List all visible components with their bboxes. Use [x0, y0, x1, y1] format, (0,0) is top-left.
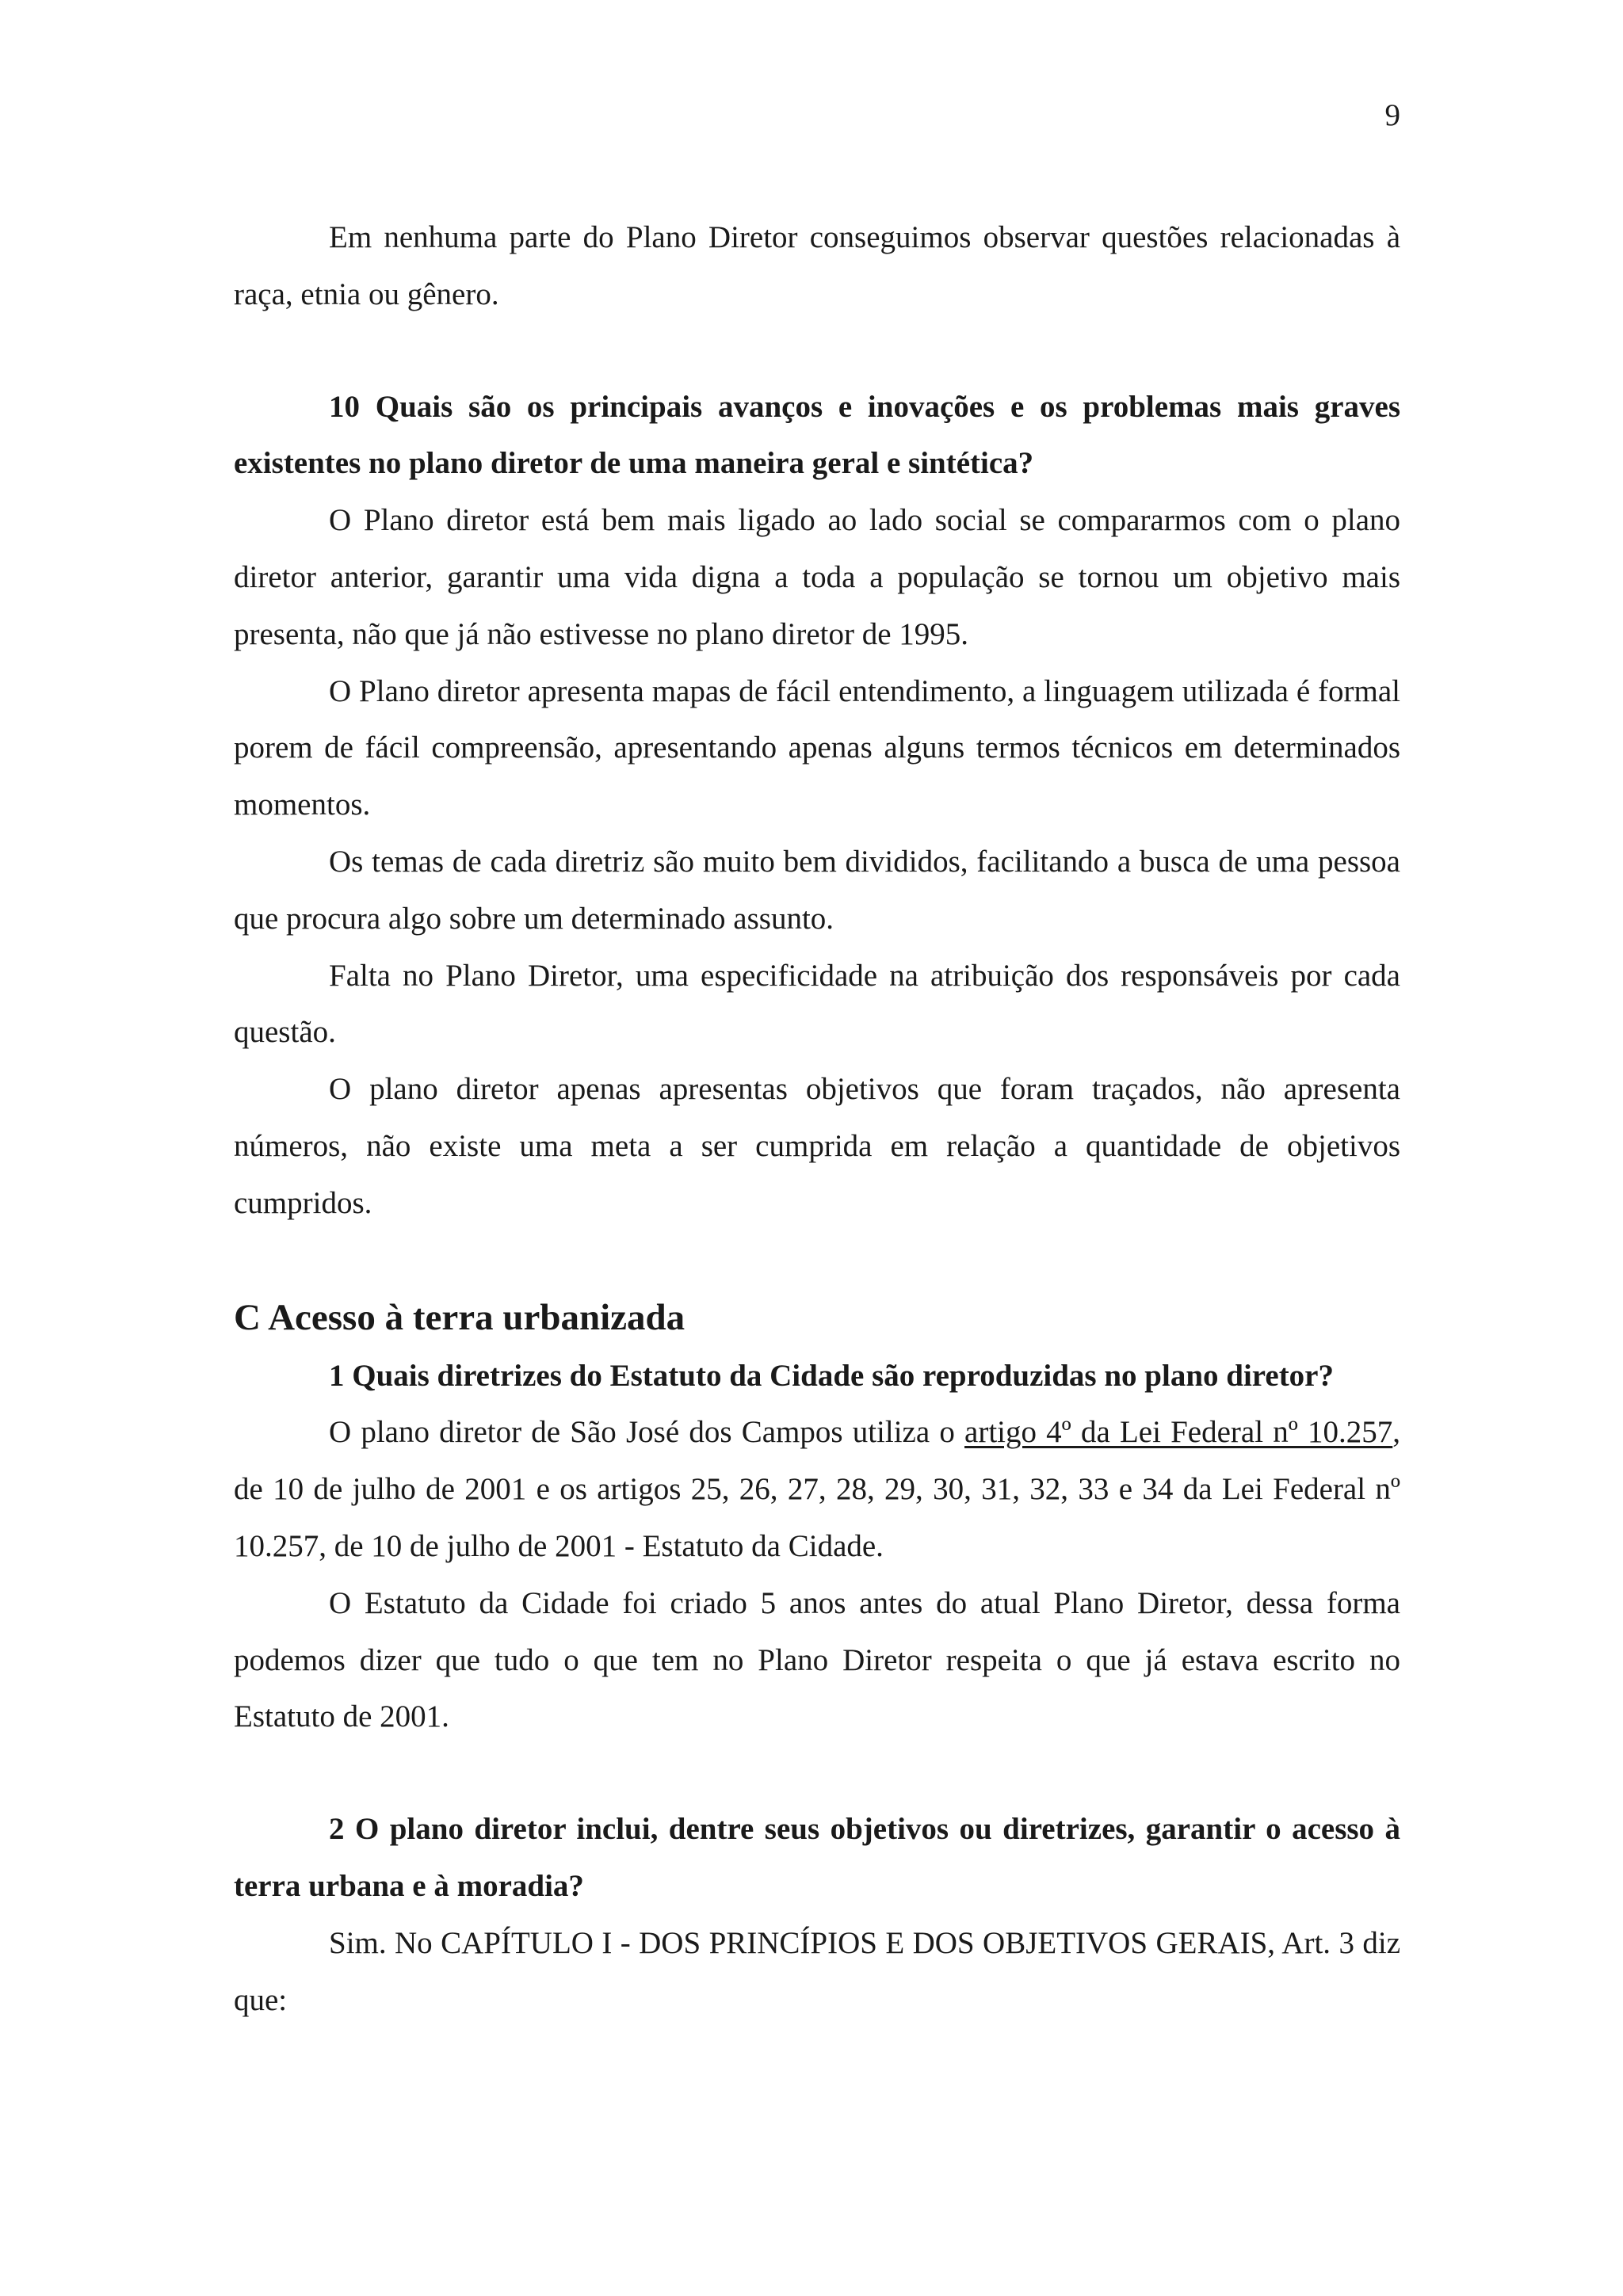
- spacer: [234, 1745, 1400, 1801]
- spacer: [234, 1232, 1400, 1287]
- paragraph-text: O plano diretor de São José dos Campos utiliza o: [329, 1415, 965, 1450]
- paragraph-estatuto-articles: [234, 1404, 1400, 1574]
- paragraph-lacks-specificity: Falta no Plano Diretor, uma especificidade na atribuição dos responsáveis por cada questão.: [234, 958, 1400, 1050]
- page-number: 9: [1384, 98, 1400, 132]
- document-body: [234, 209, 1400, 2028]
- paragraph-chapter-i: Sim. No CAPÍTULO I - DOS PRINCÍPIOS E DOS OBJETIVOS GERAIS, Art. 3 diz que:: [234, 1925, 1400, 2017]
- paragraph-objectives-only: O plano diretor apenas apresentas objetivos que foram traçados, não apresenta números, não existe uma meta a ser cumprida em relação a quantidade de objetivos cumpridos.: [234, 1072, 1400, 1220]
- law-reference-link[interactable]: artigo 4º da Lei Federal nº 10.257: [964, 1415, 1393, 1450]
- paragraph-text: , de 10 de julho de 2001 e os artigos 25, 26, 27, 28, 29, 30, 31, 32, 33 e 34 da Lei Federal nº 10.257, de 10 de julho de 2001 - Estatuto da Cidade.: [234, 1415, 1400, 1563]
- paragraph-themes-divided: Os temas de cada diretriz são muito bem divididos, facilitando a busca de uma pessoa que procura algo sobre um determinado assunto.: [234, 844, 1400, 936]
- paragraph-social-side: O Plano diretor está bem mais ligado ao lado social se compararmos com o plano diretor anterior, garantir uma vida digna a toda a população se tornou um objetivo mais presenta, não que já não estivesse no plano diretor de 1995.: [234, 503, 1400, 651]
- question-2-heading: 2 O plano diretor inclui, dentre seus objetivos ou diretrizes, garantir o acesso à terra urbana e à moradia?: [234, 1812, 1400, 1903]
- question-10-heading: 10 Quais são os principais avanços e inovações e os problemas mais graves existentes no plano diretor de uma maneira geral e sintética?: [234, 389, 1400, 481]
- spacer: [234, 323, 1400, 379]
- paragraph-maps-language: O Plano diretor apresenta mapas de fácil entendimento, a linguagem utilizada é formal porem de fácil compreensão, apresentando apenas alguns termos técnicos em determinados momentos.: [234, 673, 1400, 822]
- question-1-heading: 1 Quais diretrizes do Estatuto da Cidade são reproduzidas no plano diretor?: [329, 1358, 1334, 1393]
- paragraph-estatuto-created: O Estatuto da Cidade foi criado 5 anos antes do atual Plano Diretor, dessa forma podemos dizer que tudo o que tem no Plano Diretor respeita o que já estava escrito no Estatuto de 2001.: [234, 1585, 1400, 1734]
- paragraph-race-ethnicity: Em nenhuma parte do Plano Diretor conseguimos observar questões relacionadas à raça, etnia ou gênero.: [234, 220, 1400, 311]
- section-heading-c: C Acesso à terra urbanizada: [234, 1296, 685, 1338]
